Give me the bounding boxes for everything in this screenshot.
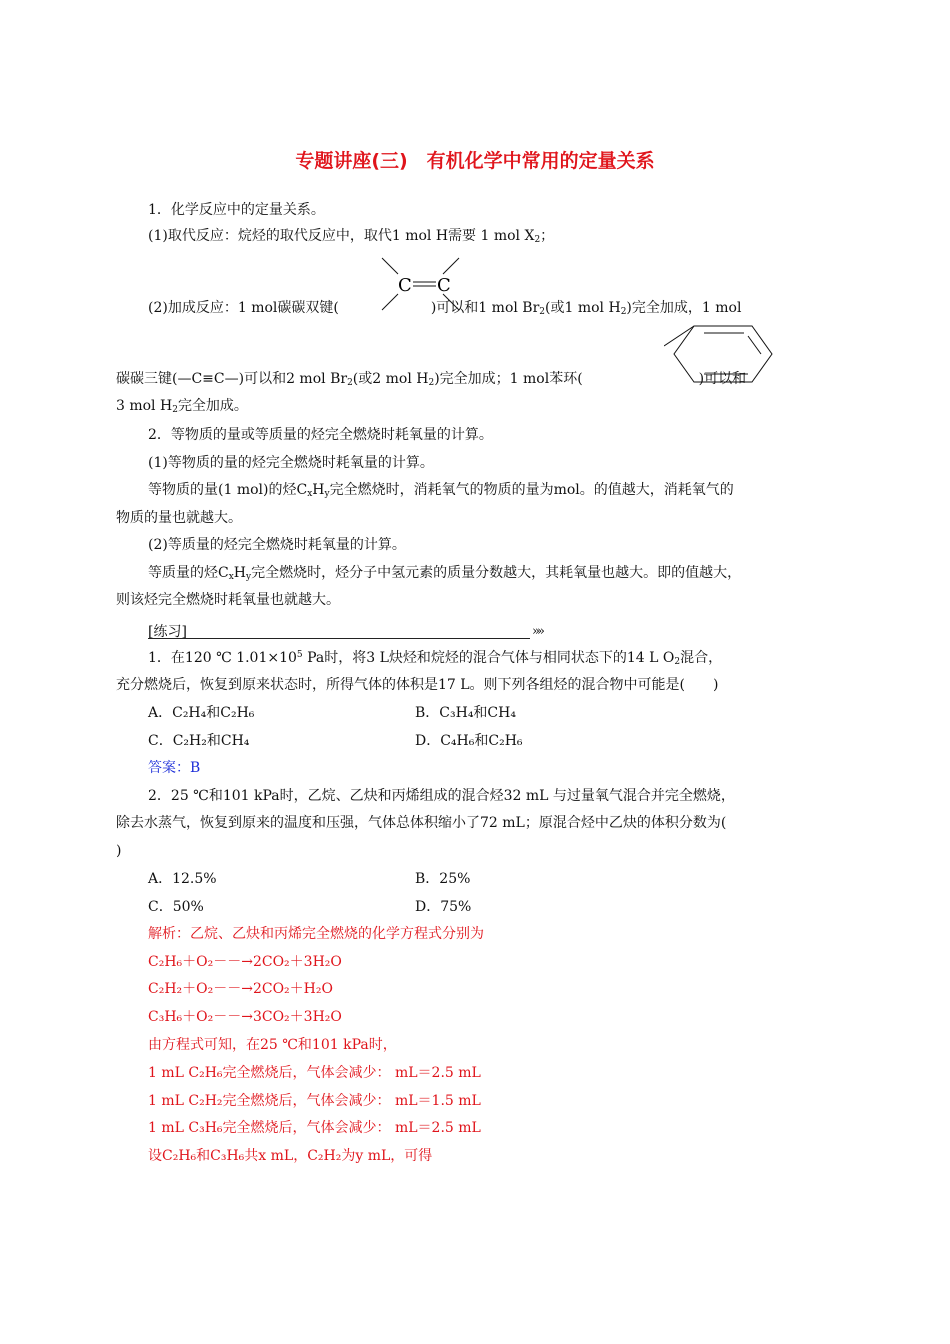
- question-2-text: 2．25 ℃和101 kPa时，乙烷、乙炔和丙烯组成的混合烃32 mL 与过量氧气混合并完全燃烧，: [148, 788, 735, 804]
- practice-header: [练习]: [148, 624, 187, 640]
- paragraph-equal-moles-cont: 物质的量也就越大。: [116, 510, 242, 526]
- paragraph-substitution: (1)取代反应：烷烃的取代反应中，取代1 mol H需要 1 mol $X_2$；: [148, 228, 555, 245]
- question-1-option-c: C．C₂H₂和CH₄: [148, 733, 250, 749]
- analysis-condition: 由方程式可知，在25 ℃和101 kPa时，: [148, 1037, 397, 1053]
- chevrons-icon: »»: [532, 624, 542, 639]
- equation-ethane: C₂H₆＋O₂－－→2CO₂＋3H₂O: [148, 954, 342, 970]
- question-1-option-b: B．C₃H₄和CH₄: [415, 705, 516, 721]
- question-2-text-cont2: ): [116, 843, 122, 859]
- question-2-option-c: C．50%: [148, 899, 204, 915]
- equation-acetylene: C₂H₂＋O₂－－→2CO₂＋H₂O: [148, 981, 333, 997]
- subheading-equal-moles: (1)等物质的量的烃完全燃烧时耗氧量的计算。: [148, 455, 434, 471]
- question-2-option-d: D．75%: [415, 899, 472, 915]
- analysis-result-propene: 1 mL C₃H₆完全燃烧后，气体会减少： mL＝2.5 mL: [148, 1120, 481, 1136]
- analysis-result-acetylene: 1 mL C₂H₂完全燃烧后，气体会减少： mL＝1.5 mL: [148, 1093, 481, 1109]
- paragraph-equal-mass-cont: 则该烃完全燃烧时耗氧量也就越大。: [116, 592, 340, 608]
- carbon-atom-label: C: [398, 275, 412, 296]
- question-1-text-cont: 充分燃烧后，恢复到原来状态时，所得气体的体积是17 L。则下列各组烃的混合物中可能是( ): [116, 677, 719, 693]
- analysis-last-line: 设C₂H₆和C₃H₆共x mL，C₂H₂为y mL，可得: [148, 1148, 433, 1164]
- analysis-result-ethane: 1 mL C₂H₆完全燃烧后，气体会减少： mL＝2.5 mL: [148, 1065, 481, 1081]
- question-1-text: 1．在120 ℃ $1.01\times 10^5$ Pa时，将3 L炔烃和烷烃的混合气体与相同状态下的14 L $O_2$混合，: [148, 650, 723, 667]
- paragraph-triple-bond: 碳碳三键(—C≡C—)可以和2 mol $Br_2$(或2 mol $H_2$)完全加成；1 mol苯环( )可以和: [116, 371, 747, 388]
- question-1-answer: 答案：B: [148, 760, 201, 776]
- question-1-option-d: D．C₄H₆和C₂H₆: [415, 733, 523, 749]
- practice-divider: [148, 638, 530, 639]
- paragraph-equal-mass: 等质量的烃$C_xH_y$完全燃烧时，烃分子中氢元素的质量分数越大，其耗氧量也越大。即的值越大，: [148, 565, 742, 582]
- section-heading-2: 2．等物质的量或等质量的烃完全燃烧时耗氧量的计算。: [148, 427, 493, 443]
- question-1-option-a: A．C₂H₄和C₂H₆: [148, 705, 255, 721]
- paragraph-benzene-h2: 3 mol $H_2$完全加成。: [116, 398, 248, 415]
- question-2-option-b: B．25%: [415, 871, 471, 887]
- section-heading-1: 1．化学反应中的定量关系。: [148, 202, 325, 218]
- analysis-intro: 解析：乙烷、乙炔和丙烯完全燃烧的化学方程式分别为: [148, 926, 484, 942]
- paragraph-addition: (2)加成反应：1 mol碳碳双键( )可以和1 mol $Br_2$(或1 mol $H_2$)完全加成，1 mol: [148, 300, 742, 317]
- equation-propene: C₃H₆＋O₂－－→3CO₂＋3H₂O: [148, 1009, 342, 1025]
- carbon-atom-label: C: [437, 275, 451, 296]
- paragraph-equal-moles: 等物质的量(1 mol)的烃$C_xH_y$完全燃烧时，消耗氧气的物质的量为mol。的值越大，消耗氧气的: [148, 482, 734, 499]
- page-title: 专题讲座(三) 有机化学中常用的定量关系: [295, 150, 655, 172]
- question-2-text-cont: 除去水蒸气，恢复到原来的温度和压强，气体总体积缩小了72 mL；原混合烃中乙炔的体积分数为(: [116, 815, 727, 831]
- subheading-equal-mass: (2)等质量的烃完全燃烧时耗氧量的计算。: [148, 537, 406, 553]
- question-2-option-a: A．12.5%: [148, 871, 217, 887]
